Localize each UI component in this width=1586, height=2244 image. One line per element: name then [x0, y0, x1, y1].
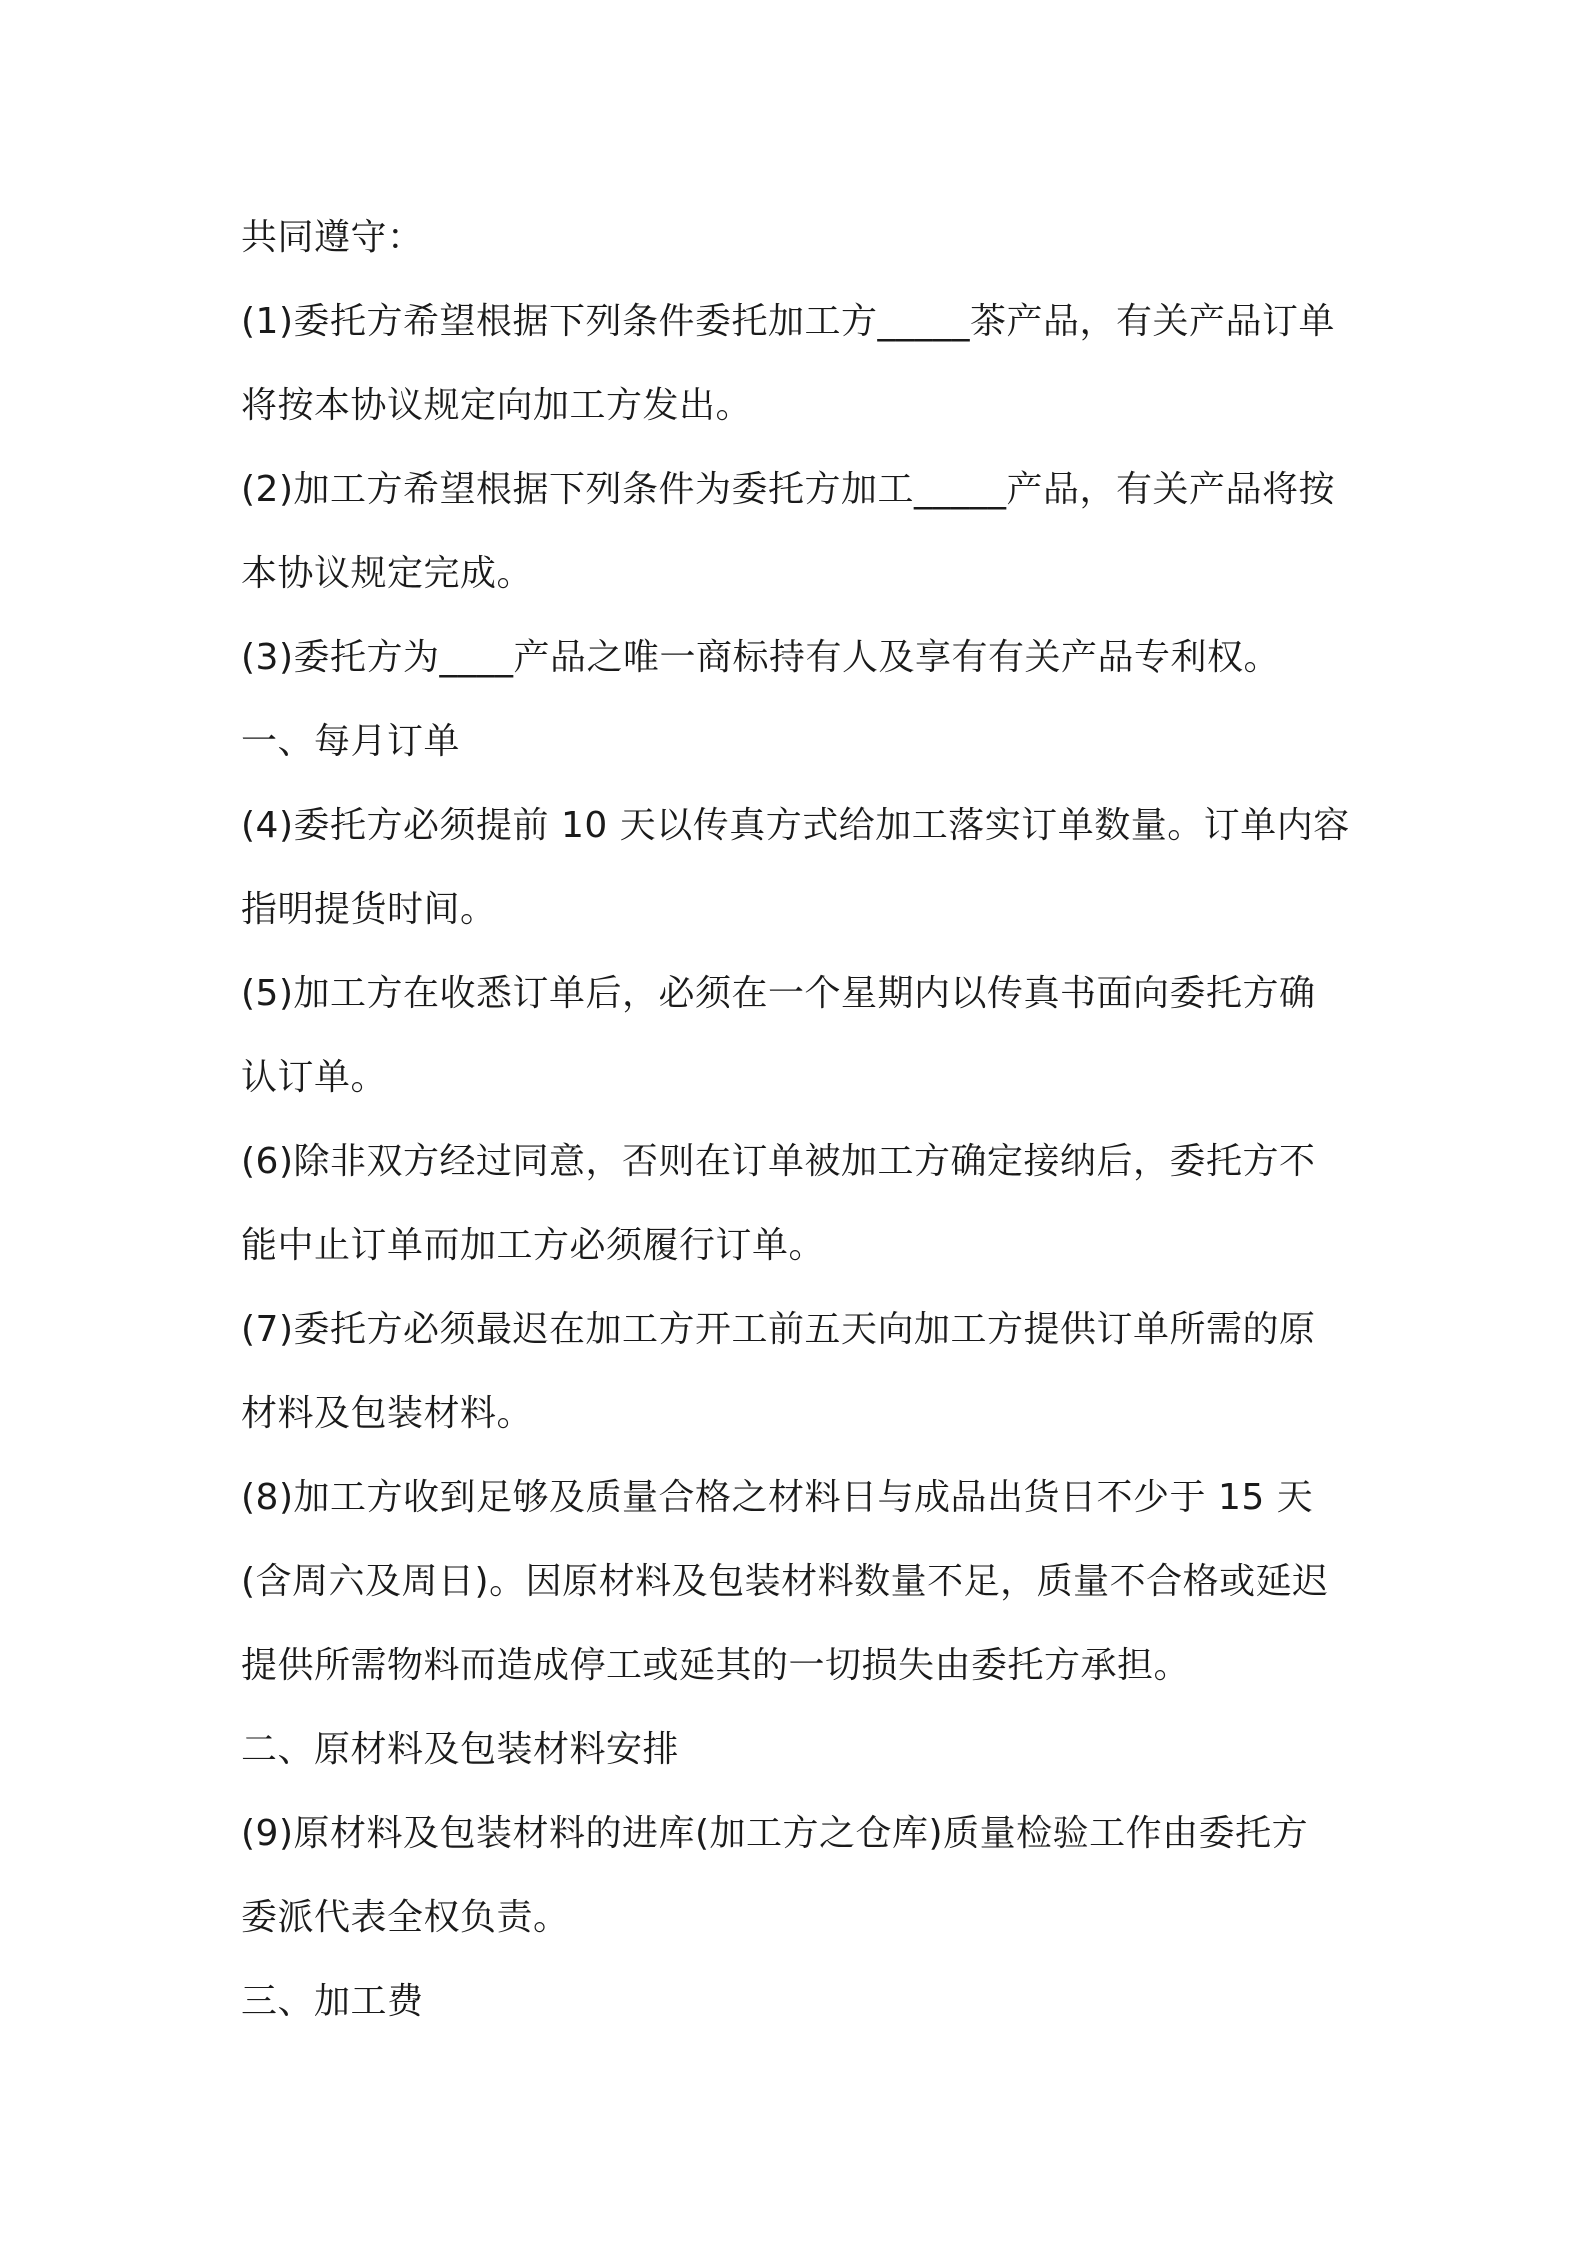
- clause-2-line-1: (2)加工方希望根据下列条件为委托方加工_____产品，有关产品将按: [241, 469, 1335, 510]
- clause-9-line-2: 委派代表全权负责。: [241, 1897, 570, 1938]
- clause-1-line-1: (1)委托方希望根据下列条件委托加工方_____茶产品，有关产品订单: [241, 301, 1335, 342]
- clause-5-line-2: 认订单。: [241, 1057, 388, 1098]
- clause-7-line-2: 材料及包装材料。: [241, 1393, 534, 1434]
- document-body: [241, 196, 1361, 2044]
- clause-8-line-2: (含周六及周日)。因原材料及包装材料数量不足，质量不合格或延迟: [241, 1561, 1329, 1602]
- clause-9-line-1: (9)原材料及包装材料的进库(加工方之仓库)质量检验工作由委托方: [241, 1813, 1309, 1854]
- clause-8-line-3: 提供所需物料而造成停工或延其的一切损失由委托方承担。: [241, 1645, 1191, 1686]
- clause-4-line-2: 指明提货时间。: [241, 889, 497, 930]
- clause-8-line-1: (8)加工方收到足够及质量合格之材料日与成品出货日不少于 15 天: [241, 1477, 1314, 1518]
- section-heading-2: 二、原材料及包装材料安排: [241, 1729, 680, 1770]
- section-heading-1: 一、每月订单: [241, 721, 461, 762]
- clause-6-line-2: 能中止订单而加工方必须履行订单。: [241, 1225, 826, 1266]
- clause-7-line-1: (7)委托方必须最迟在加工方开工前五天向加工方提供订单所需的原: [241, 1309, 1316, 1350]
- clause-6-line-1: (6)除非双方经过同意，否则在订单被加工方确定接纳后，委托方不: [241, 1141, 1316, 1182]
- clause-1-line-2: 将按本协议规定向加工方发出。: [241, 385, 753, 426]
- text-line: 共同遵守：: [241, 217, 424, 258]
- section-heading-3: 三、加工费: [241, 1981, 424, 2022]
- clause-4-line-1: (4)委托方必须提前 10 天以传真方式给加工落实订单数量。订单内容: [241, 805, 1350, 846]
- clause-5-line-1: (5)加工方在收悉订单后，必须在一个星期内以传真书面向委托方确: [241, 973, 1316, 1014]
- clause-3-line-1: (3)委托方为____产品之唯一商标持有人及享有有关产品专利权。: [241, 637, 1280, 678]
- clause-2-line-2: 本协议规定完成。: [241, 553, 534, 594]
